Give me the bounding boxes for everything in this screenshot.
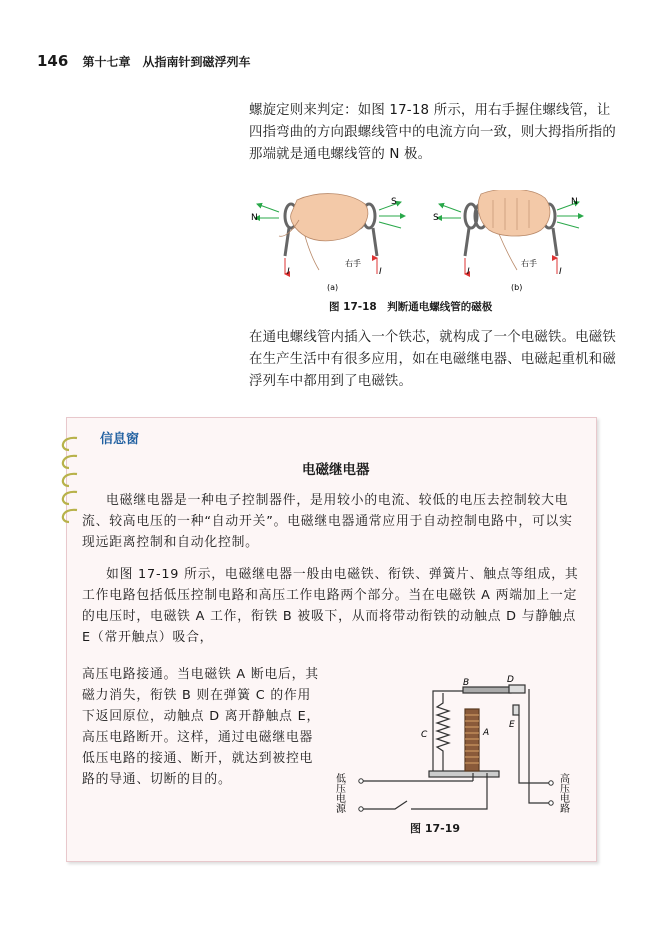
paragraph-electromagnet: 在通电螺线管内插入一个铁芯，就构成了一个电磁铁。电磁铁在生产生活中有很多应用，如在电磁继电器、电磁起重机和磁浮列车中都用到了电磁铁。 — [249, 330, 616, 389]
fig-b-label-i1: I — [467, 267, 470, 277]
info-window-title: 信息窗 — [100, 432, 140, 447]
fig-b-label-n: N — [571, 197, 578, 207]
low-voltage-source-label: 低压电源 — [333, 773, 345, 813]
relay-label-c: C — [421, 730, 428, 740]
figure-17-19-relay-diagram — [323, 673, 581, 819]
fig-a-subcaption: (a) — [327, 283, 339, 292]
figure-17-19-caption: 图 17-19 — [410, 822, 461, 835]
info-paragraph-2: 如图 17-19 所示，电磁继电器一般由电磁铁、衔铁、弹簧片、触点等组成，其工作电路包括低压控制电路和高压工作电路两个部分。当在电磁铁 A 两端加上一定的电压时，电磁铁 A 工作，衔铁 B 被吸下，从而将带动衔铁的动触点 D 与静触点 E（常开触点）吸合， — [82, 567, 579, 645]
binder-rings-icon — [55, 430, 85, 525]
relay-label-d: D — [507, 675, 514, 685]
fig-b-subcaption: (b) — [511, 283, 523, 292]
chapter-title: 第十七章 从指南针到磁浮列车 — [82, 55, 251, 69]
info-paragraph-1: 电磁继电器是一种电子控制器件，是用较小的电流、较低的电压去控制较大电流、较高电压的一种“自动开关”。电磁继电器通常应用于自动控制电路中，可以实现远距离控制和自动化控制。 — [82, 493, 573, 550]
relay-subtitle: 电磁继电器 — [302, 462, 370, 478]
fig-b-label-i2: I — [559, 267, 562, 277]
fig-b-label-hand: 右手 — [521, 259, 537, 268]
fig-a-label-hand: 右手 — [345, 259, 361, 268]
info-paragraph-3: 高压电路接通。当电磁铁 A 断电后，其磁力消失，衔铁 B 则在弹簧 C 的作用下返回原位，动触点 D 离开静触点 E，高压电路断开。这样，通过电磁继电器低压电路的接通、断开，就达到被控电路的导通、切断的目的。 — [82, 667, 321, 787]
fig-a-label-i2: I — [379, 267, 382, 277]
figure-b-drawing — [433, 190, 583, 292]
figure-17-18 — [249, 190, 621, 298]
relay-label-b: B — [463, 678, 470, 688]
page-number: 146 — [37, 52, 69, 70]
fig-a-label-n: N — [251, 213, 258, 223]
high-voltage-circuit-label: 高压电路 — [557, 773, 569, 813]
paragraph-right-hand-rule: 螺旋定则来判定：如图 17-18 所示，用右手握住螺线管，让四指弯曲的方向跟螺线管中的电流方向一致，则大拇指所指的那端就是通电螺线管的 N 极。 — [249, 103, 616, 162]
fig-a-label-i1: I — [287, 267, 290, 277]
figure-17-18-caption: 图 17-18 判断通电螺线管的磁极 — [329, 301, 493, 313]
figure-a-drawing — [251, 194, 405, 292]
fig-b-label-s: S — [433, 213, 439, 223]
fig-a-label-s: S — [391, 197, 397, 207]
relay-label-a: A — [483, 728, 490, 738]
page-header — [37, 52, 251, 70]
relay-label-e: E — [509, 720, 515, 730]
